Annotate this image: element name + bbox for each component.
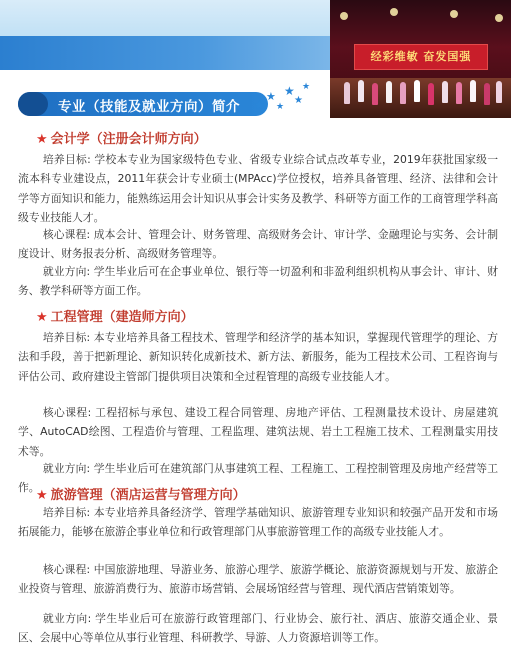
stage-banner — [354, 44, 488, 70]
stage-light — [390, 8, 398, 16]
stage-light — [495, 14, 503, 22]
major-heading-engineering — [36, 306, 194, 325]
section-title: 专业（技能及就业方向）简介 — [58, 99, 240, 115]
performer — [442, 81, 448, 103]
star-icon: ★ — [302, 82, 311, 92]
performer — [344, 82, 350, 104]
performer — [456, 82, 462, 104]
major-heading-tourism — [36, 484, 246, 503]
performer — [428, 83, 434, 105]
performer — [496, 81, 502, 103]
section-title-cap — [18, 92, 48, 116]
star-icon: ★ — [276, 102, 285, 112]
performer — [414, 80, 420, 102]
major-paragraph: 培养目标: 本专业培养具备工程技术、管理学和经济学的基本知识，掌握现代管理学的理论、方法和手段，善于把新理论、新知识转化成新技术、新方法、新服务，能为工程技术公司、工程咨询与评估公司、政府建设主管部门提供项目决策和全过程管理的高级专业技能人才。 — [18, 331, 498, 383]
performer — [386, 81, 392, 103]
star-icon: ★ — [36, 310, 48, 325]
performer — [484, 83, 490, 105]
stage-banner-text: 经彩维敏 奋发国强 — [370, 50, 472, 63]
star-icon: ★ — [266, 90, 276, 103]
major-paragraph: 就业方向: 学生毕业后可在建筑部门从事建筑工程、工程施工、工程控制管理及房地产经营等工作。 — [18, 462, 498, 495]
header-stripe — [0, 36, 330, 70]
stage-light — [340, 12, 348, 20]
major-paragraph: 培养目标: 本专业培养具备经济学、管理学基础知识、旅游管理专业知识和较强产品开发和市场拓展能力，能够在旅游企事业单位和行政管理部门从事旅游管理工作的高级专业技能人才。 — [18, 506, 498, 539]
major-paragraph: 培养目标: 学校本专业为国家级特色专业、省级专业综合试点改革专业，2019年获批国家级一流本科专业建设点，2011年获会计专业硕士(MPAcc)学位授权，培养具备管理、经济、法律和会计学等方面知识和能力，能熟练运用会计知识从事会计实务及教学、科研等方面工作的工商管理学科高级专业技能人才。 — [18, 153, 498, 224]
star-icon: ★ — [36, 488, 48, 503]
performer — [400, 82, 406, 104]
major-title: 会计学（注册会计师方向） — [50, 132, 207, 147]
major-title: 旅游管理（酒店运营与管理方向） — [50, 488, 246, 503]
star-icon: ★ — [36, 132, 48, 147]
major-heading-accounting — [36, 128, 207, 147]
performer — [358, 80, 364, 102]
star-icon: ★ — [284, 84, 295, 98]
star-icon: ★ — [294, 95, 303, 106]
decorative-stars — [254, 80, 314, 116]
stage-light — [450, 10, 458, 18]
star-icon: ★ — [254, 98, 265, 112]
major-paragraph: 就业方向: 学生毕业后可在旅游行政管理部门、行业协会、旅行社、酒店、旅游交通企业、景区、会展中心等单位从事行业管理、科研教学、导游、人力资源培训等工作。 — [18, 612, 498, 645]
major-paragraph: 核心课程: 成本会计、管理会计、财务管理、高级财务会计、审计学、金融理论与实务、会计制度设计、财务报表分析、高级财务管理等。 — [18, 228, 498, 261]
section-title-bar — [18, 92, 286, 116]
performer — [372, 83, 378, 105]
performer — [470, 80, 476, 102]
major-paragraph: 核心课程: 中国旅游地理、导游业务、旅游心理学、旅游学概论、旅游资源规划与开发、旅游企业投资与管理、旅游消费行为、旅游市场营销、会展场馆经营与管理、现代酒店营销策划等。 — [18, 563, 498, 596]
stage-photo — [330, 0, 511, 118]
major-title: 工程管理（建造师方向） — [50, 310, 194, 325]
major-paragraph: 核心课程: 工程招标与承包、建设工程合同管理、房地产评估、工程测量技术设计、房屋建筑学、AutoCAD绘图、工程造价与管理、工程监理、建筑法规、岩土工程施工技术、工程测量实用技术等。 — [18, 406, 498, 458]
major-paragraph: 就业方向: 学生毕业后可在企事业单位、银行等一切盈利和非盈利组织机构从事会计、审计、财务、教学科研等方面工作。 — [18, 265, 498, 298]
